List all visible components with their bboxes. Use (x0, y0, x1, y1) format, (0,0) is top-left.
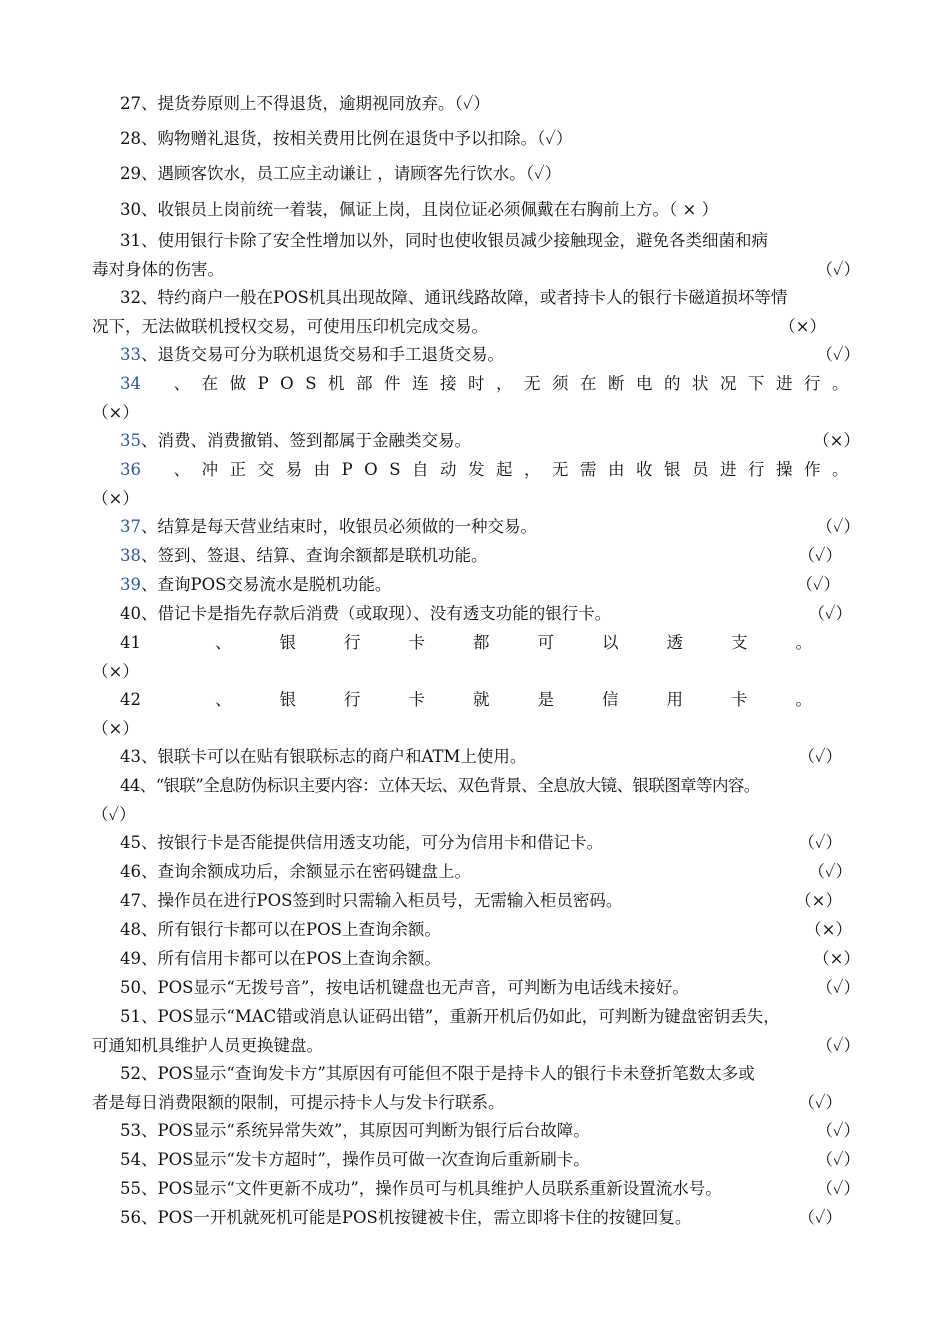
answer-mark: （✓） (816, 345, 860, 364)
item-number: 28 (120, 129, 141, 148)
list-item (92, 370, 860, 428)
item-number: 32 (120, 288, 141, 307)
item-text: 、POS显示“查询发卡方”其原因有可能但不限于是持卡人的银行卡未登折笔数太多或 (141, 1064, 755, 1083)
list-item (92, 1117, 860, 1146)
item-number: 50 (120, 978, 141, 997)
item-text: 、借记卡是指先存款后消费（或取现）、没有透支功能的银行卡。 (141, 604, 612, 623)
item-text: 、消费、消费撤销、签到都属于金融类交易。 (141, 431, 471, 450)
item-text: 、按银行卡是否能提供信用透支功能，可分为信用卡和借记卡。 (141, 833, 603, 852)
item-number: 27 (120, 94, 141, 113)
item-number: 37 (120, 517, 141, 536)
item-number: 34 (120, 374, 141, 393)
item-text: 、银行卡就是信用卡。 (215, 690, 860, 709)
list-item (92, 600, 860, 629)
item-line-continued (92, 399, 860, 428)
item-number: 52 (120, 1064, 141, 1083)
item-text: 、查询POS交易流水是脱机功能。 (141, 575, 392, 594)
item-number: 49 (120, 949, 141, 968)
answer-mark: （×） (92, 718, 139, 738)
item-text-continued: 可通知机具维护人员更换键盘。 (92, 1035, 323, 1055)
list-item (92, 90, 860, 119)
list-item (92, 858, 860, 887)
item-text: 、“银联”全息防伪标识主要内容：立体天坛、双色背景、全息放大镜、银联图章等内容。 (139, 776, 760, 795)
answer-mark: （×） (779, 316, 826, 336)
list-item (92, 284, 860, 342)
list-item (92, 743, 860, 772)
item-text-continued: 况下，无法做联机授权交易，可使用压印机完成交易。 (92, 316, 488, 336)
list-item (92, 916, 860, 945)
item-text: 、退货交易可分为联机退货交易和手工退货交易。 (141, 345, 504, 364)
item-line-continued (92, 658, 860, 687)
item-text: 、查询余额成功后，余额显示在密码键盘上。 (141, 862, 471, 881)
answer-mark: （×） (813, 949, 860, 968)
item-line-justified (92, 629, 860, 658)
item-number: 41 (120, 633, 141, 652)
item-number: 35 (120, 431, 141, 450)
list-item (92, 513, 860, 542)
item-line-continued (92, 256, 860, 285)
item-line (92, 1146, 860, 1175)
list-item (92, 686, 860, 744)
item-line-continued (92, 801, 860, 830)
item-line (92, 196, 860, 225)
item-line (92, 427, 860, 456)
answer-mark: （✓） (816, 1035, 860, 1055)
item-line (92, 1204, 860, 1233)
item-line (92, 542, 860, 571)
answer-mark: （✓） (798, 833, 842, 852)
answer-mark: （✓） (796, 575, 840, 594)
list-item (92, 456, 860, 514)
answer-mark: （✓） (92, 804, 136, 824)
item-number: 31 (120, 231, 141, 250)
answer-mark: （×） (795, 891, 842, 910)
item-text: 、冲正交易由POS自动发起，无需由收银员进行操作。 (173, 460, 860, 479)
answer-mark: （✓） (798, 546, 842, 565)
item-text: 、POS显示“系统异常失效”，其原因可判断为银行后台故障。 (141, 1121, 590, 1140)
answer-mark: （✓） (798, 1208, 842, 1227)
item-text: 、所有银行卡都可以在POS上查询余额。 (141, 920, 441, 939)
item-text-continued: 者是每日消费限额的限制，可提示持卡人与发卡行联系。 (92, 1092, 505, 1112)
item-text-continued: 毒对身体的伤害。 (92, 259, 224, 279)
item-line (92, 829, 860, 858)
item-text: 、所有信用卡都可以在POS上查询余额。 (141, 949, 441, 968)
item-text: 、在做POS机部件连接时，无须在断电的状况下进行。 (173, 374, 860, 393)
list-item (92, 1060, 860, 1118)
list-item (92, 1175, 860, 1204)
item-text: 、POS显示“文件更新不成功”，操作员可与机具维护人员联系重新设置流水号。 (141, 1179, 722, 1198)
item-line (92, 284, 860, 313)
item-line (92, 945, 860, 974)
item-number: 39 (120, 575, 141, 594)
item-line-justified (92, 686, 860, 715)
item-line (92, 858, 860, 887)
item-text: 、银行卡都可以透支。 (215, 633, 860, 652)
item-text: 、特约商户一般在POS机具出现故障、通讯线路故障，或者持卡人的银行卡磁道损坏等情 (141, 288, 788, 307)
item-number: 53 (120, 1121, 141, 1140)
answer-mark: （✓） (816, 978, 860, 997)
item-line (92, 513, 860, 542)
answer-mark: （×） (805, 920, 852, 939)
list-item (92, 341, 860, 370)
list-item (92, 125, 860, 154)
item-line-justified (92, 370, 860, 399)
list-item (92, 1146, 860, 1175)
answer-mark: （✓） (816, 517, 860, 536)
item-text: 、POS一开机就死机可能是POS机按键被卡住，需立即将卡住的按键回复。 (141, 1208, 692, 1227)
item-text: 、签到、签退、结算、查询余额都是联机功能。 (141, 546, 488, 565)
item-line (92, 974, 860, 1003)
item-number: 38 (120, 546, 141, 565)
answer-mark: （✓） (816, 1179, 860, 1198)
item-number: 45 (120, 833, 141, 852)
answer-mark: （✓） (798, 747, 842, 766)
answer-mark: （×） (92, 402, 139, 422)
item-text: 、POS显示“无拨号音”，按电话机键盘也无声音，可判断为电话线未接好。 (141, 978, 689, 997)
item-line-continued (92, 485, 860, 514)
item-line (92, 916, 860, 945)
list-item (92, 196, 860, 225)
item-text: 、银联卡可以在贴有银联标志的商户和ATM上使用。 (141, 747, 527, 766)
list-item (92, 974, 860, 1003)
item-line-continued (92, 715, 860, 744)
answer-mark: （×） (92, 488, 139, 508)
item-number: 43 (120, 747, 141, 766)
list-item (92, 542, 860, 571)
item-line (92, 743, 860, 772)
list-item (92, 1204, 860, 1233)
item-number: 56 (120, 1208, 141, 1227)
list-item (92, 629, 860, 687)
answer-mark: （✓） (454, 94, 490, 113)
item-line (92, 1175, 860, 1204)
item-line-continued (92, 1089, 860, 1118)
item-line (92, 227, 860, 256)
item-text: 、提货券原则上不得退货，逾期视同放弃。 (141, 94, 455, 113)
list-item (92, 829, 860, 858)
item-number: 55 (120, 1179, 141, 1198)
list-item (92, 160, 860, 189)
answer-mark: （✓） (816, 1150, 860, 1169)
item-number: 29 (120, 164, 141, 183)
list-item (92, 427, 860, 456)
item-text: 、POS显示“发卡方超时”，操作员可做一次查询后重新刷卡。 (141, 1150, 590, 1169)
item-number: 47 (120, 891, 141, 910)
item-number: 44 (120, 776, 140, 795)
list-item (92, 887, 860, 916)
item-number: 36 (120, 460, 141, 479)
item-text: 、使用银行卡除了安全性增加以外，同时也使收银员减少接触现金，避免各类细菌和病 (141, 231, 768, 250)
item-line (92, 1003, 860, 1032)
list-item (92, 1003, 860, 1061)
answer-mark: （×） (92, 661, 139, 681)
item-text: 、收银员上岗前统一着装，佩证上岗，且岗位证必须佩戴在右胸前上方。 (141, 200, 669, 219)
answer-mark: （ × ） (669, 200, 719, 219)
item-number: 51 (120, 1007, 141, 1026)
item-number: 48 (120, 920, 141, 939)
item-number: 42 (120, 690, 141, 709)
item-number: 33 (120, 345, 141, 364)
answer-mark: （✓） (808, 604, 852, 623)
answer-mark: （✓） (816, 259, 860, 279)
item-line-justified (92, 456, 860, 485)
item-line (92, 160, 860, 189)
item-line (92, 125, 860, 154)
answer-mark: （✓） (537, 129, 573, 148)
item-line (92, 772, 860, 801)
list-item (92, 945, 860, 974)
item-number: 30 (120, 200, 141, 219)
answer-mark: （✓） (808, 862, 852, 881)
item-text: 、结算是每天营业结束时，收银员必须做的一种交易。 (141, 517, 537, 536)
item-text: 、操作员在进行POS签到时只需输入柜员号，无需输入柜员密码。 (141, 891, 623, 910)
item-line-continued (92, 1032, 860, 1061)
item-text: 、购物赠礼退货，按相关费用比例在退货中予以扣除。 (141, 129, 537, 148)
item-line-continued (92, 313, 860, 342)
item-line (92, 571, 860, 600)
item-line (92, 887, 860, 916)
item-number: 40 (120, 604, 141, 623)
list-item (92, 227, 860, 285)
item-text: 、POS显示“MAC错或消息认证码出错”，重新开机后仍如此，可判断为键盘密钥丢失， (141, 1007, 780, 1026)
item-line (92, 1060, 860, 1089)
item-number: 46 (120, 862, 141, 881)
item-line (92, 90, 860, 119)
answer-mark: （✓） (816, 1121, 860, 1140)
item-text: 、遇顾客饮水，员工应主动谦让 ，请顾客先行饮水。 (141, 164, 526, 183)
answer-mark: （✓） (525, 164, 562, 183)
item-number: 54 (120, 1150, 141, 1169)
item-line (92, 341, 860, 370)
answer-mark: （✓） (798, 1092, 842, 1112)
list-item (92, 571, 860, 600)
list-item (92, 772, 860, 830)
item-line (92, 1117, 860, 1146)
answer-mark: （×） (813, 431, 860, 450)
item-line (92, 600, 860, 629)
